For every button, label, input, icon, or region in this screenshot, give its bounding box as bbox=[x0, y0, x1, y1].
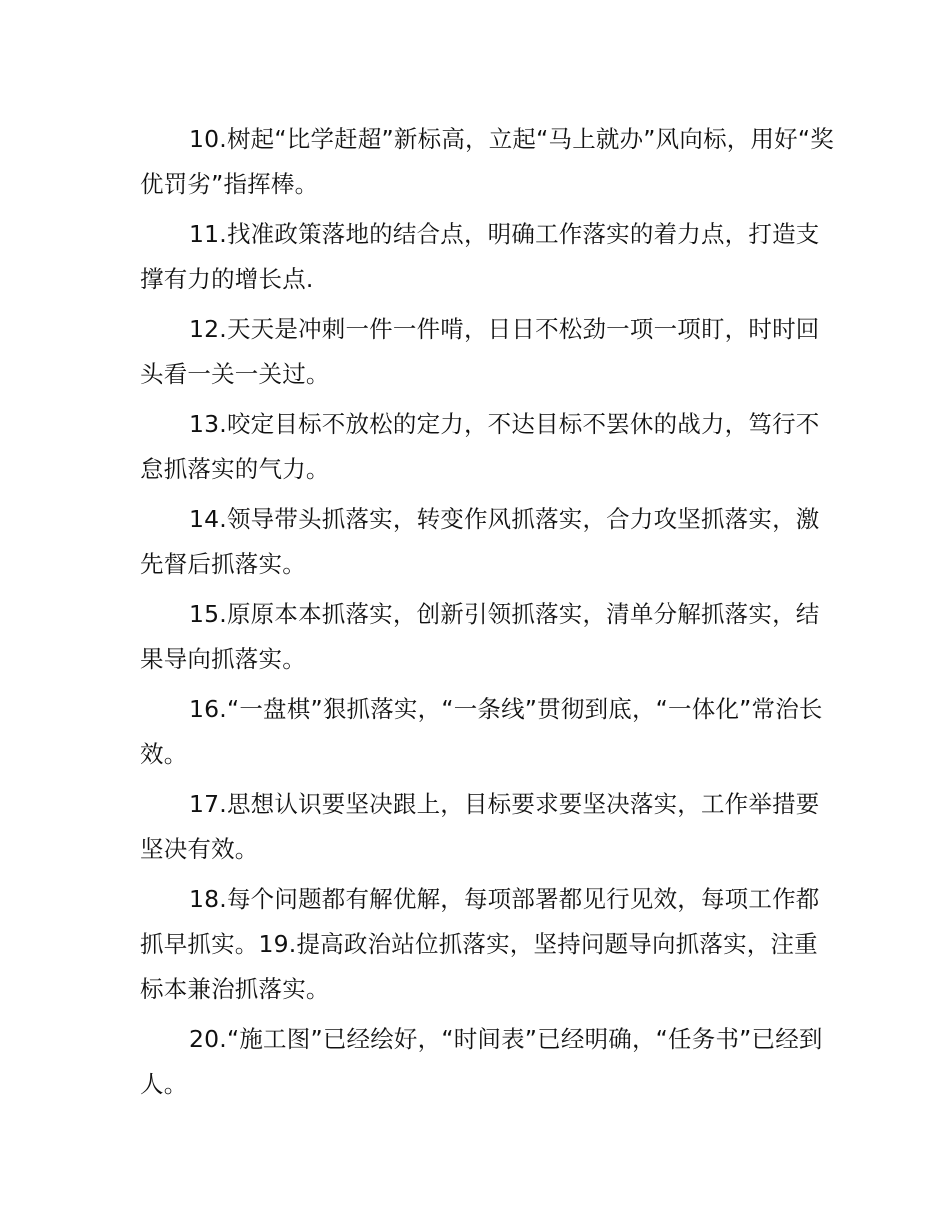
document-page bbox=[140, 117, 835, 1112]
paragraph-16: 16.“一盘棋”狠抓落实，“一条线”贯彻到底，“一体化”常治长效。 bbox=[140, 695, 823, 768]
paragraph-15: 15.原原本本抓落实，创新引领抓落实，清单分解抓落实，结果导向抓落实。 bbox=[140, 600, 820, 673]
paragraph-13: 13.咬定目标不放松的定力，不达目标不罢休的战力，笃行不怠抓落实的气力。 bbox=[140, 410, 820, 483]
paragraph-14: 14.领导带头抓落实，转变作风抓落实，合力攻坚抓落实，激先督后抓落实。 bbox=[140, 505, 820, 578]
paragraph-12: 12.天天是冲刺一件一件啃，日日不松劲一项一项盯，时时回头看一关一关过。 bbox=[140, 315, 820, 388]
paragraph-17: 17.思想认识要坚决跟上，目标要求要坚决落实，工作举措要坚决有效。 bbox=[140, 790, 820, 863]
paragraph-18-19: 18.每个问题都有解优解，每项部署都见行见效，每项工作都抓早抓实。19.提高政治站位抓落实，坚持问题导向抓落实，注重标本兼治抓落实。 bbox=[140, 885, 820, 1003]
paragraph-20: 20.“施工图”已经绘好，“时间表”已经明确，“任务书”已经到人。 bbox=[140, 1025, 823, 1098]
paragraph-10: 10.树起“比学赶超”新标高，立起“马上就办”风向标，用好“奖优罚劣”指挥棒。 bbox=[140, 125, 834, 198]
paragraph-11: 11.找准政策落地的结合点，明确工作落实的着力点，打造支撑有力的增长点. bbox=[140, 220, 820, 293]
